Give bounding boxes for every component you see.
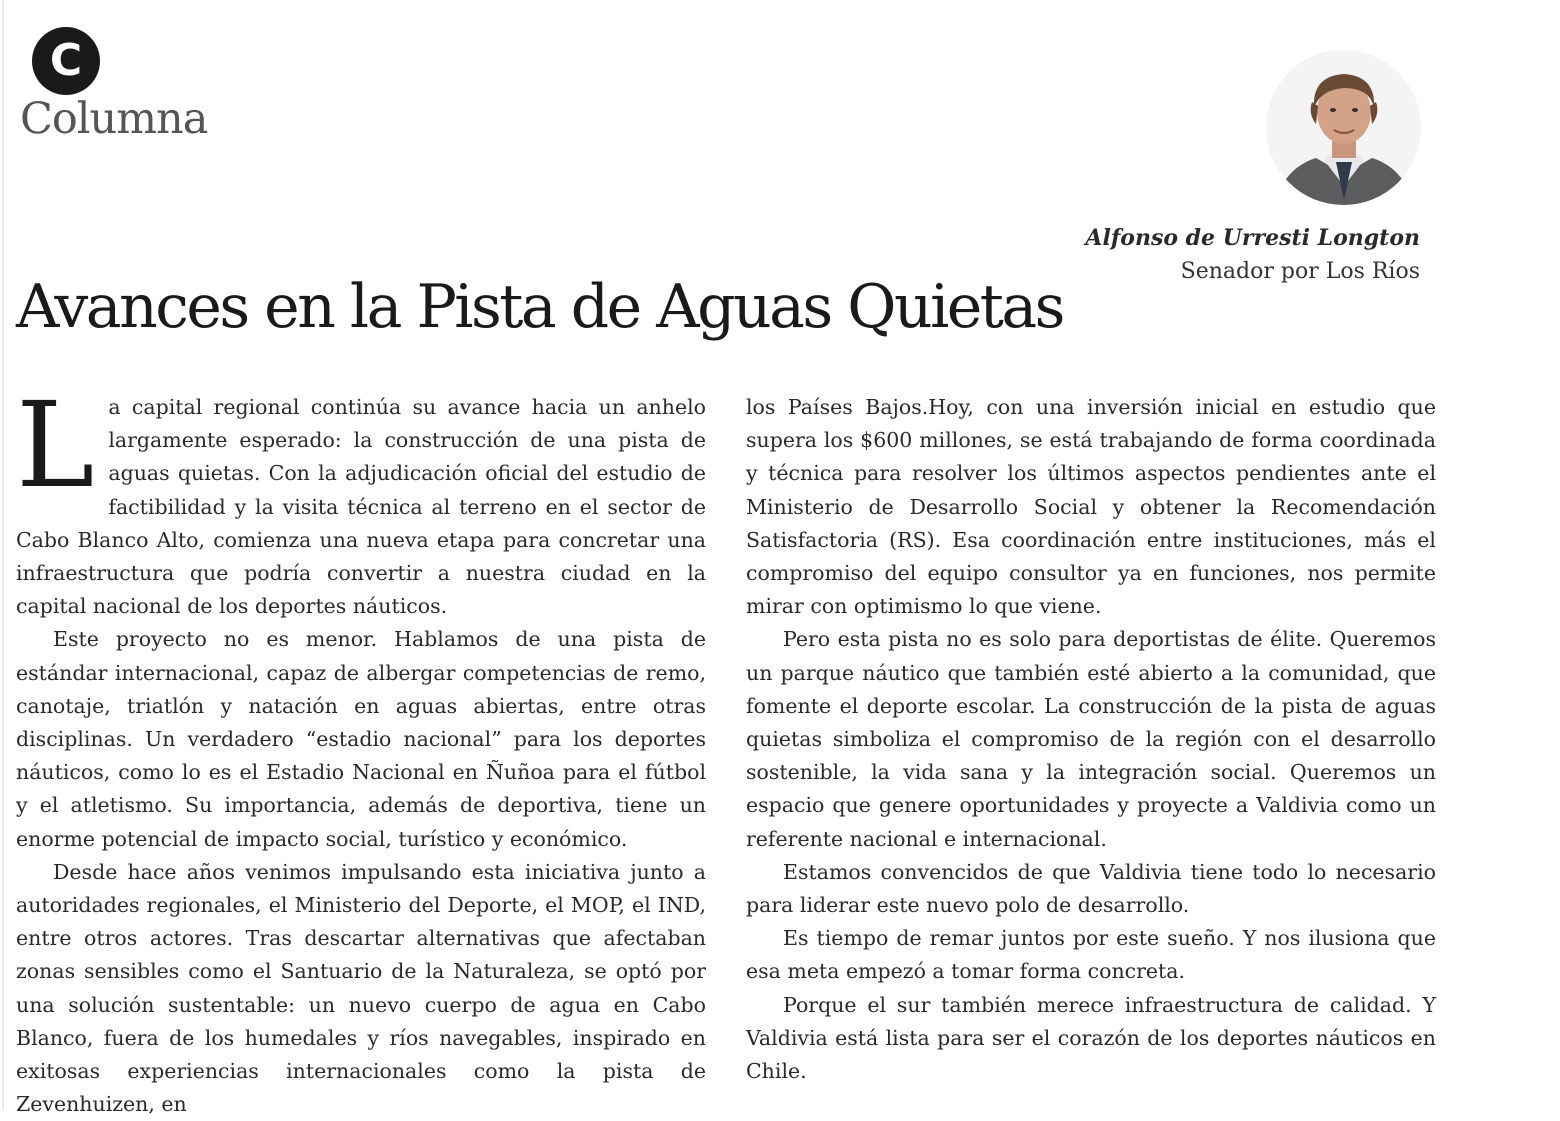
article-paragraph: Es tiempo de remar juntos por este sueño. Y nos ilusiona que esa meta empezó a tomar forma concreta.	[746, 926, 1436, 984]
article-paragraph: Desde hace años venimos impulsando esta iniciativa junto a autoridades regionales, el Ministerio del Deporte, el MOP, el IND, entre otros actores. Tras descartar alternativas que afectaban zonas sensibles como el Santuario de la Naturaleza, se optó por una solución sustentable: un nuevo cuerpo de agua en Cabo Blanco, fuera de los humedales y ríos navegables, inspirado en exitosas experiencias internacionales como la pista de Zevenhuizen, en	[16, 859, 706, 1117]
article-paragraph: los Países Bajos.Hoy, con una inversión inicial en estudio que supera los $600 millones, se está trabajando de forma coordinada y técnica para resolver los últimos aspectos pendientes ante el Ministerio de Desarrollo Social y obtener la Recomendación Satisfactoria (RS). Esa coordinación entre instituciones, más el compromiso del equipo consultor ya en funciones, nos permite mirar con optimismo lo que viene.	[746, 395, 1436, 619]
article-paragraph: Pero esta pista no es solo para deportistas de élite. Queremos un parque náutico que también esté abierto a la comunidad, que fomente el deporte escolar. La construcción de la pista de aguas quietas simboliza el compromiso de la región con el desarrollo sostenible, la vida sana y la integración social. Queremos un espacio que genere oportunidades y proyecte a Valdivia como un referente nacional e internacional.	[746, 627, 1436, 851]
page-edge-rule	[2, 0, 4, 1110]
article-paragraph	[16, 376, 706, 623]
article-headline: Avances en la Pista de Aguas Quietas	[16, 272, 1063, 342]
author-name: Alfonso de Urresti Longton	[1085, 225, 1420, 251]
author-role: Senador por Los Ríos	[1180, 259, 1420, 284]
article-paragraph: Este proyecto no es menor. Hablamos de una pista de estándar internacional, capaz de albergar competencias de remo, canotaje, triatlón y natación en aguas abiertas, entre otras disciplinas. Un verdadero “estadio nacional” para los deportes náuticos, como lo es el Estadio Nacional en Ñuñoa para el fútbol y el atletismo. Su importancia, además de deportiva, tiene un enorme potencial de impacto social, turístico y económico.	[16, 627, 706, 851]
section-label: Columna	[20, 94, 208, 144]
drop-cap: L	[16, 376, 95, 514]
column-badge-icon: C	[32, 27, 100, 95]
article-paragraph: Estamos convencidos de que Valdivia tiene todo lo necesario para liderar este nuevo polo de desarrollo.	[746, 859, 1436, 918]
article-paragraph: Porque el sur también merece infraestructura de calidad. Y Valdivia está lista para ser el corazón de los deportes náuticos en Chile.	[746, 992, 1436, 1084]
article-column-right	[746, 391, 1436, 1088]
article-column-left	[16, 376, 706, 1121]
paragraph-text: a capital regional continúa su avance hacia un anhelo largamente esperado: la construcción de una pista de aguas quietas. Con la adjudicación oficial del estudio de factibilidad y la visita técnica al terreno en el sector de Cabo Blanco Alto, comienza una nueva etapa para concretar una infraestructura que podría convertir a nuestra ciudad en la capital nacional de los deportes náuticos.	[16, 395, 706, 619]
author-portrait-icon	[1266, 50, 1421, 205]
